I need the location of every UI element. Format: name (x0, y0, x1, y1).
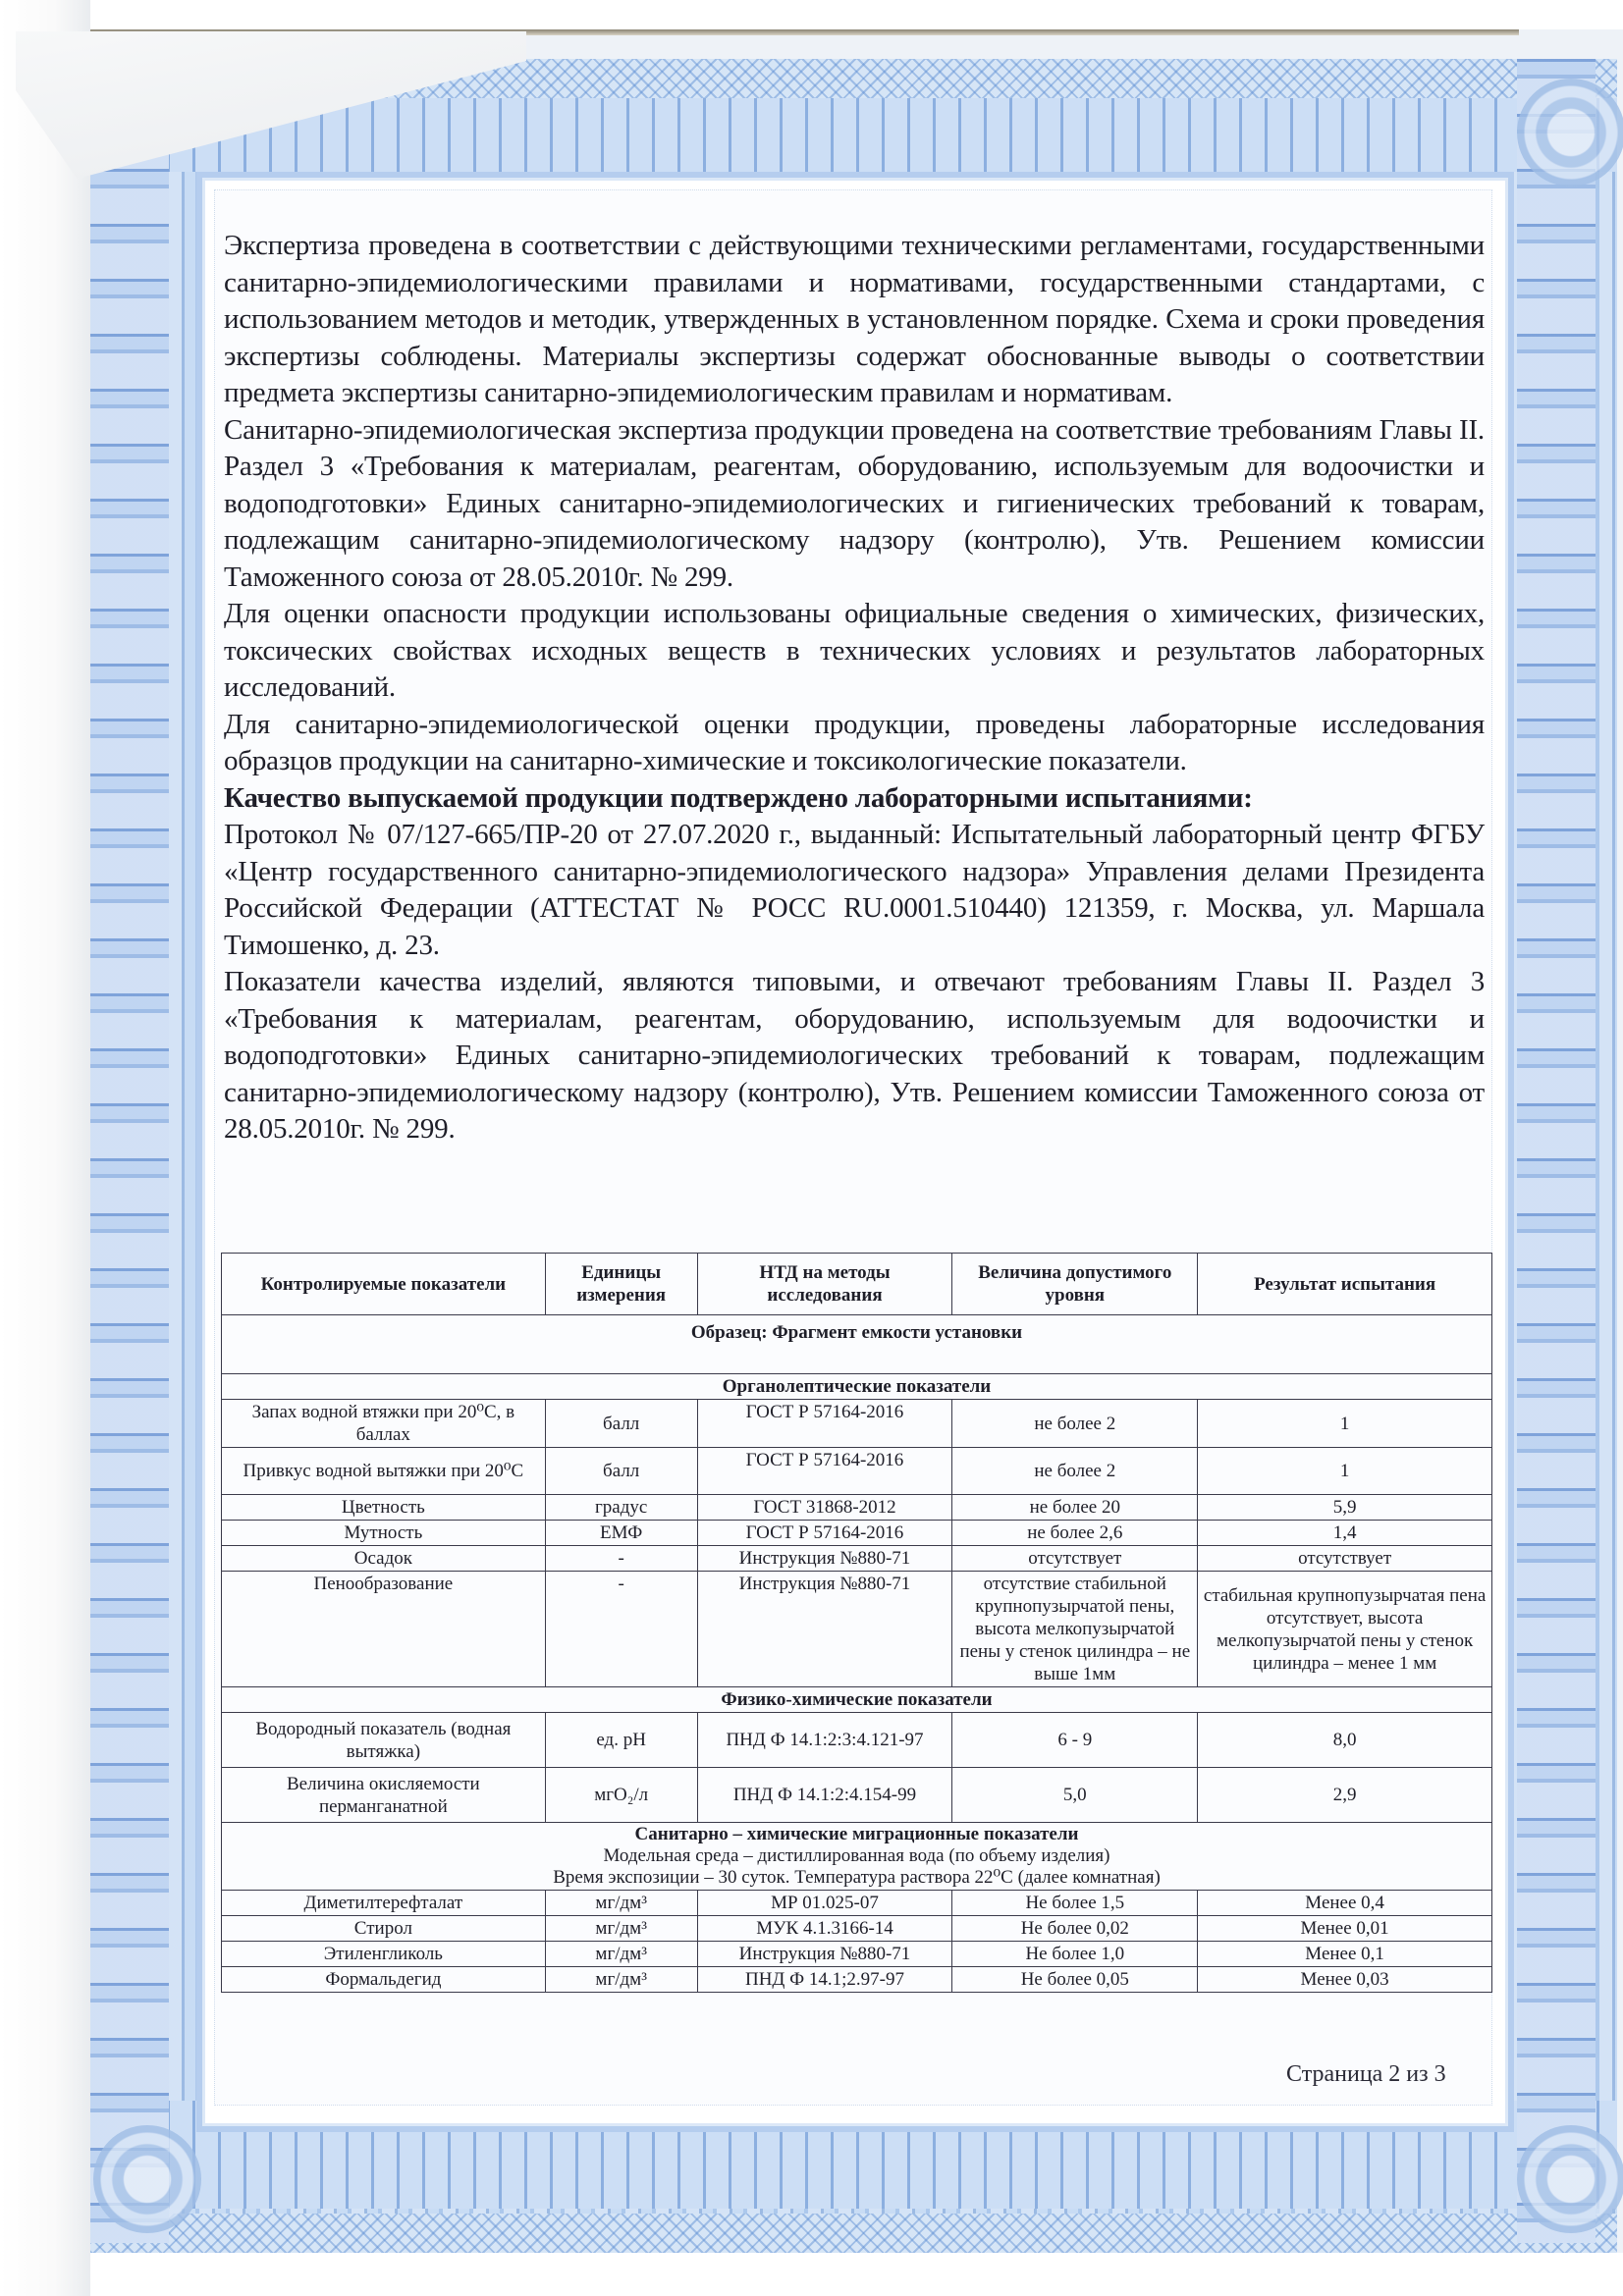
table-row (222, 1967, 1492, 1993)
cell-result: 1 (1198, 1448, 1492, 1495)
cell-method: ПНД Ф 14.1:2:4.154-99 (697, 1768, 952, 1823)
cell-limit: отсутствует (952, 1546, 1198, 1572)
frame-left-band (90, 59, 169, 2243)
cell-indicator: Пенообразование (222, 1572, 546, 1687)
paragraph-hazard-assessment: Для оценки опасности продукции использованы официальные сведения о химических, физических, токсических свойствах исходных веществ в технических условиях и результатов лабораторных исследований. (224, 598, 1485, 703)
cell-indicator: Величина окисляемости перманганатной (222, 1768, 546, 1823)
cell-method: ГОСТ Р 57164-2016 (697, 1448, 952, 1495)
cell-unit: - (545, 1546, 697, 1572)
cell-indicator: Стирол (222, 1916, 546, 1942)
cell-result: 8,0 (1198, 1713, 1492, 1768)
section-header-row (222, 1687, 1492, 1713)
table-row (222, 1521, 1492, 1546)
cell-unit: балл (545, 1448, 697, 1495)
sample-row (222, 1315, 1492, 1374)
cell-result: 1,4 (1198, 1521, 1492, 1546)
paragraph-expertise: Экспертиза проведена в соответствии с действующими техническими регламентами, государственными санитарно-эпидемиологическими правилами и нормативами, государственными стандартами, с использованием методов и методик, утвержденных в установленном порядке. Схема и сроки проведения экспертизы соблюдены. Материалы экспертизы содержат обоснованные выводы о соответствии предмета экспертизы санитарно-эпидемиологическим правилам и нормативам. (224, 230, 1485, 408)
cell-unit: ед. рН (545, 1713, 697, 1768)
cell-indicator: Цветность (222, 1495, 546, 1521)
cell-indicator: Диметилтерефталат (222, 1891, 546, 1916)
document-body (224, 228, 1485, 1148)
section-subtitle-medium: Модельная среда – дистиллированная вода (по объему изделия) (603, 1845, 1110, 1866)
table-row (222, 1400, 1492, 1448)
table-row (222, 1942, 1492, 1967)
page-number: Страница 2 из 3 (1286, 2061, 1446, 2087)
cell-limit: Не более 1,0 (952, 1942, 1198, 1967)
table-row (222, 1495, 1492, 1521)
cell-indicator: Осадок (222, 1546, 546, 1572)
cell-result: 5,9 (1198, 1495, 1492, 1521)
table-row (222, 1713, 1492, 1768)
table-row (222, 1916, 1492, 1942)
frame-bottom-band (90, 2214, 1617, 2253)
cell-unit: мг/дм³ (545, 1967, 697, 1993)
frame-corner-ornament (1517, 2125, 1623, 2233)
cell-indicator: Привкус водной вытяжки при 20⁰С (222, 1448, 546, 1495)
quality-confirmed-heading: Качество выпускаемой продукции подтверждено лабораторными испытаниями: (224, 781, 1253, 814)
header-unit: Единицы измерения (545, 1254, 697, 1315)
table-row (222, 1891, 1492, 1916)
section-header-row (222, 1374, 1492, 1400)
cell-limit: Не более 0,05 (952, 1967, 1198, 1993)
cell-limit: Не более 1,5 (952, 1891, 1198, 1916)
section-title-organoleptic: Органолептические показатели (222, 1374, 1492, 1400)
cell-unit: градус (545, 1495, 697, 1521)
paragraph-protocol: Протокол № 07/127-665/ПР-20 от 27.07.2020 г., выданный: Испытательный лабораторный центр ФГБУ «Центр государственного санитарно-эпидемиологического надзора» Управления делами Президента Российской Федерации (АТТЕСТАТ № РОСС RU.0001.510440) 121359, г. Москва, ул. Маршала Тимошенко, д. 23. (224, 819, 1485, 961)
section-subtitle-exposure: Время экспозиции – 30 суток. Температура раствора 22⁰С (далее комнатная) (553, 1867, 1161, 1888)
cell-result: отсутствует (1198, 1546, 1492, 1572)
cell-method: МР 01.025-07 (697, 1891, 952, 1916)
paragraph-quality-indicators: Показатели качества изделий, являются типовыми, и отвечают требованиям Главы II. Раздел 3 «Требования к материалам, реагентам, оборудованию, используемым для водоочистки и водоподготовки» Единых санитарно-эпидемиологических требований к товарам, подлежащим санитарно-эпидемиологическому надзору (контролю), Утв. Решением комиссии Таможенного союза от 28.05.2010г. № 299. (224, 966, 1485, 1145)
cell-indicator: Запах водной втяжки при 20⁰С, в баллах (222, 1400, 546, 1448)
cell-indicator: Мутность (222, 1521, 546, 1546)
cell-method: ГОСТ Р 57164-2016 (697, 1400, 952, 1448)
cell-indicator: Формальдегид (222, 1967, 546, 1993)
cell-indicator: Водородный показатель (водная вытяжка) (222, 1713, 546, 1768)
cell-unit: - (545, 1572, 697, 1687)
cell-result: Менее 0,1 (1198, 1942, 1492, 1967)
cell-method: ПНД Ф 14.1;2.97-97 (697, 1967, 952, 1993)
cell-result: Менее 0,01 (1198, 1916, 1492, 1942)
header-method: НТД на методы исследования (697, 1254, 952, 1315)
cell-unit: мг/дм³ (545, 1891, 697, 1916)
header-result: Результат испытания (1198, 1254, 1492, 1315)
frame-corner-ornament (93, 2125, 201, 2233)
cell-unit: ЕМФ (545, 1521, 697, 1546)
cell-unit: мг/дм³ (545, 1916, 697, 1942)
cell-result: 2,9 (1198, 1768, 1492, 1823)
cell-method: ГОСТ Р 57164-2016 (697, 1521, 952, 1546)
section-migration (222, 1823, 1492, 1891)
cell-method: Инструкция №880-71 (697, 1942, 952, 1967)
cell-unit: балл (545, 1400, 697, 1448)
cell-method: МУК 4.1.3166-14 (697, 1916, 952, 1942)
cell-limit: отсутствие стабильной крупнопузырчатой пены, высота мелкопузырчатой пены у стенок цилиндра – не выше 1мм (952, 1572, 1198, 1687)
cell-limit: 6 - 9 (952, 1713, 1198, 1768)
header-limit: Величина допустимого уровня (952, 1254, 1198, 1315)
cell-limit: не более 2 (952, 1448, 1198, 1495)
cell-result: Менее 0,03 (1198, 1967, 1492, 1993)
frame-right-band (1517, 59, 1596, 2243)
cell-result: стабильная крупнопузырчатая пена отсутствует, высота мелкопузырчатой пены у стенок цилиндра – менее 1 мм (1198, 1572, 1492, 1687)
section-header-row (222, 1823, 1492, 1891)
cell-unit: мгО₂/л (545, 1768, 697, 1823)
cell-limit: не более 2 (952, 1400, 1198, 1448)
cell-result: 1 (1198, 1400, 1492, 1448)
cell-method: Инструкция №880-71 (697, 1572, 952, 1687)
paragraph-lab-research: Для санитарно-эпидемиологической оценки продукции, проведены лабораторные исследования образцов продукции на санитарно-химические и токсикологические показатели. (224, 708, 1485, 776)
cell-limit: не более 20 (952, 1495, 1198, 1521)
section-title-physicochemical: Физико-химические показатели (222, 1687, 1492, 1713)
cell-result: Менее 0,4 (1198, 1891, 1492, 1916)
cell-unit: мг/дм³ (545, 1942, 697, 1967)
table-row (222, 1546, 1492, 1572)
paragraph-requirements: Санитарно-эпидемиологическая экспертиза продукции проведена на соответствие требованиям Главы II. Раздел 3 «Требования к материалам, реагентам, оборудованию, используемым для водоочистки и водоподготовки» Единых санитарно-эпидемиологических и гигиенических требований к товарам, подлежащим санитарно-эпидемиологическому надзору (контролю), Утв. Решением комиссии Таможенного союза от 28.05.2010г. № 299. (224, 413, 1485, 593)
cell-method: Инструкция №880-71 (697, 1546, 952, 1572)
cell-indicator: Этиленгликоль (222, 1942, 546, 1967)
section-title-migration: Санитарно – химические миграционные показатели (634, 1824, 1079, 1844)
scan-margin (0, 0, 90, 2296)
test-results-table (221, 1253, 1492, 1993)
sample-label: Образец: Фрагмент емкости установки (222, 1315, 1492, 1374)
cell-method: ПНД Ф 14.1:2:3:4.121-97 (697, 1713, 952, 1768)
cell-limit: 5,0 (952, 1768, 1198, 1823)
table-header-row (222, 1254, 1492, 1315)
frame-corner-ornament (1517, 79, 1623, 187)
cell-limit: не более 2,6 (952, 1521, 1198, 1546)
table-row (222, 1768, 1492, 1823)
cell-limit: Не более 0,02 (952, 1916, 1198, 1942)
table-row (222, 1572, 1492, 1687)
cell-method: ГОСТ 31868-2012 (697, 1495, 952, 1521)
header-indicator: Контролируемые показатели (222, 1254, 546, 1315)
table-row (222, 1448, 1492, 1495)
